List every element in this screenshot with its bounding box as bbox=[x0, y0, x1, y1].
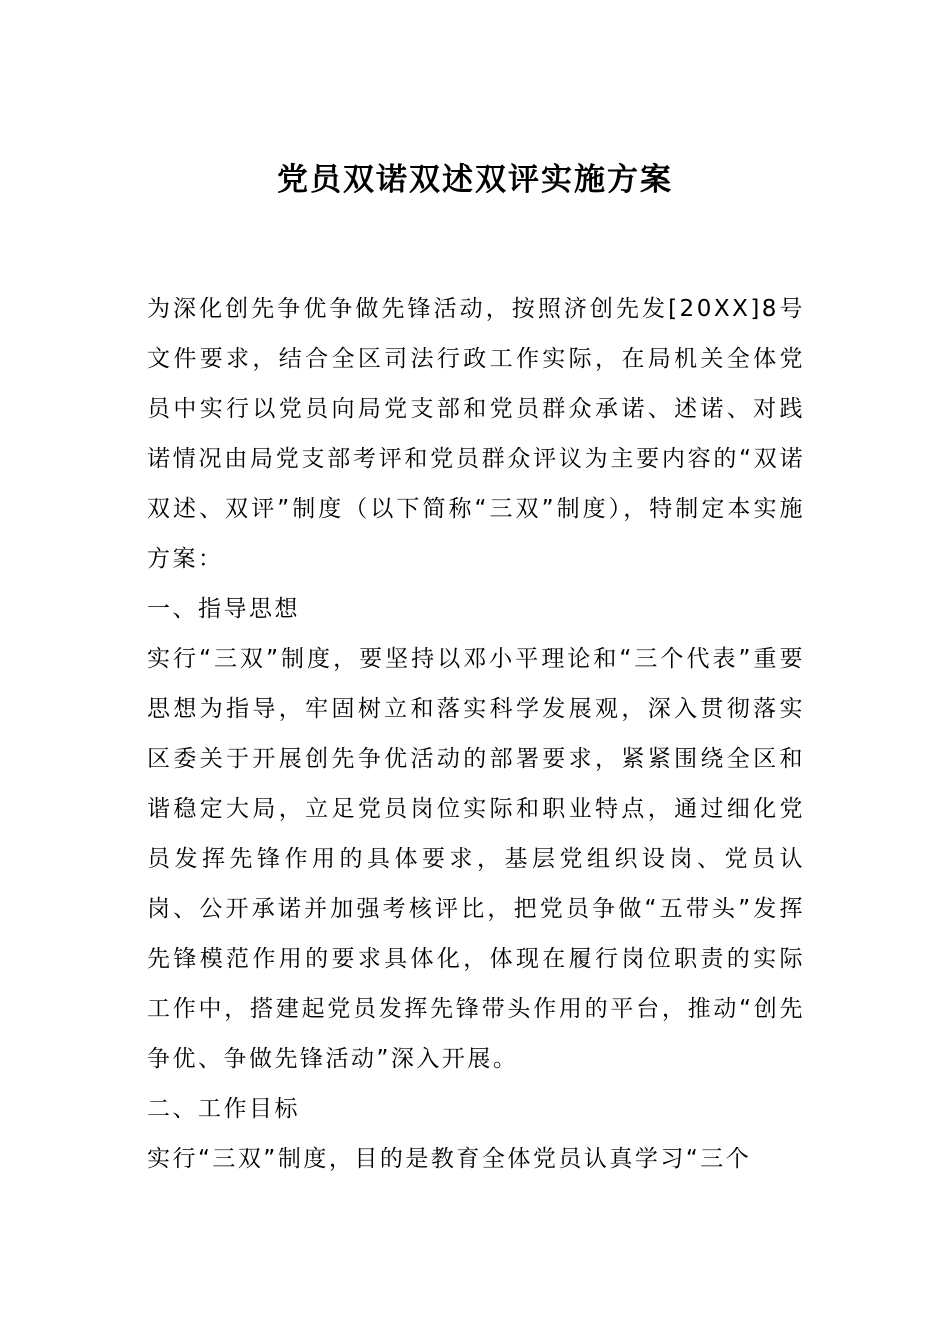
document-body bbox=[147, 284, 805, 1184]
intro-paragraph: 为深化创先争优争做先锋活动，按照济创先发[20XX]8号文件要求，结合全区司法行政工作实际，在局机关全体党员中实行以党员向局党支部和党员群众承诺、述诺、对践诺情况由局党支部考评和党员群众评议为主要内容的“双诺双述、双评”制度（以下简称“三双”制度），特制定本实施方案： bbox=[147, 296, 805, 572]
work-goals-paragraph: 实行“三双”制度，目的是教育全体党员认真学习“三个 bbox=[147, 1146, 752, 1172]
guiding-ideology-paragraph: 实行“三双”制度，要坚持以邓小平理论和“三个代表”重要思想为指导，牢固树立和落实科学发展观，深入贯彻落实区委关于开展创先争优活动的部署要求，紧紧围绕全区和谐稳定大局，立足党员岗位实际和职业特点，通过细化党员发挥先锋作用的具体要求，基层党组织设岗、党员认岗、公开承诺并加强考核评比，把党员争做“五带头”发挥先锋模范作用的要求具体化，体现在履行岗位职责的实际工作中，搭建起党员发挥先锋带头作用的平台，推动“创先争优、争做先锋活动”深入开展。 bbox=[147, 646, 805, 1072]
section-heading-work-goals: 二、工作目标 bbox=[147, 1096, 300, 1122]
document-title: 党员双诺双述双评实施方案 bbox=[277, 162, 673, 198]
section-heading-guiding-ideology: 一、指导思想 bbox=[147, 596, 300, 622]
